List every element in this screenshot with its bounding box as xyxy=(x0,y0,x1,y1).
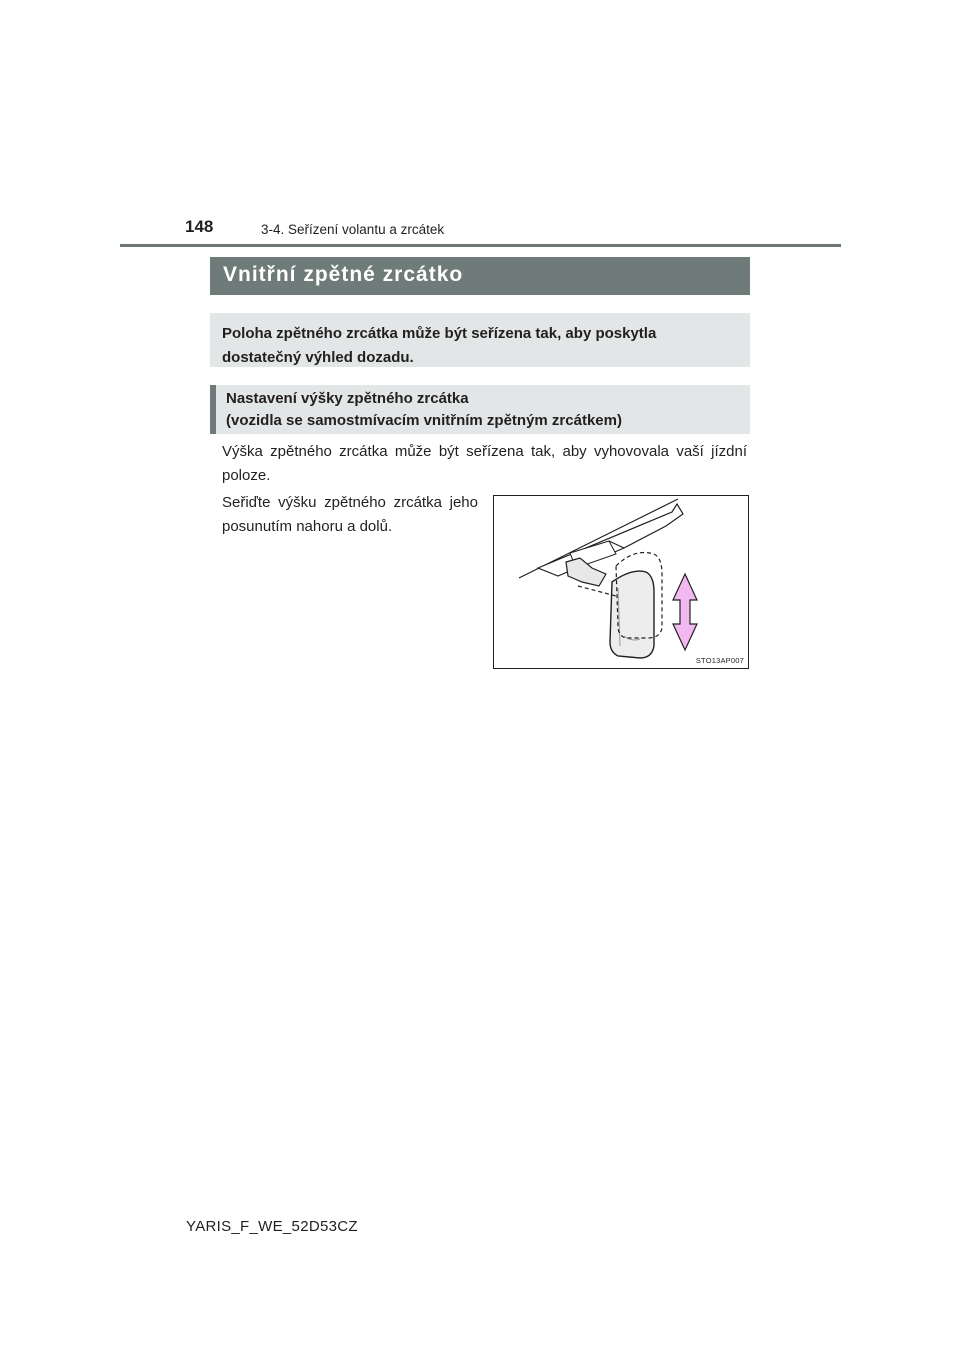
figure-code: STO13AP007 xyxy=(695,656,744,665)
mirror-drawing xyxy=(494,496,749,669)
subsection-title-line1: Nastavení výšky zpětného zrcátka xyxy=(226,390,469,407)
footer-doc-code: YARIS_F_WE_52D53CZ xyxy=(186,1218,358,1235)
section-title: Vnitřní zpětné zrcátko xyxy=(210,257,750,295)
paragraph-adjust-instruction: Seřiďte výšku zpětného zrcátka jeho posunutím nahoru a dolů. xyxy=(222,494,478,535)
header-divider xyxy=(120,244,841,247)
chapter-title: 3-4. Seřízení volantu a zrcátek xyxy=(261,222,445,237)
page-number: 148 xyxy=(185,217,214,236)
intro-box xyxy=(210,313,750,367)
subsection-title-line2: (vozidla se samostmívacím vnitřním zpětným zrcátkem) xyxy=(226,412,622,429)
mirror-illustration xyxy=(493,495,749,669)
subsection-heading xyxy=(210,385,750,434)
up-down-arrow-icon xyxy=(673,574,697,650)
paragraph-height-info: Výška zpětného zrcátka může být seřízena tak, aby vyhovovala vaší jízdní poloze. xyxy=(222,443,747,484)
intro-text: Poloha zpětného zrcátka může být seřízena tak, aby poskytla dostatečný výhled dozadu. xyxy=(222,325,657,366)
